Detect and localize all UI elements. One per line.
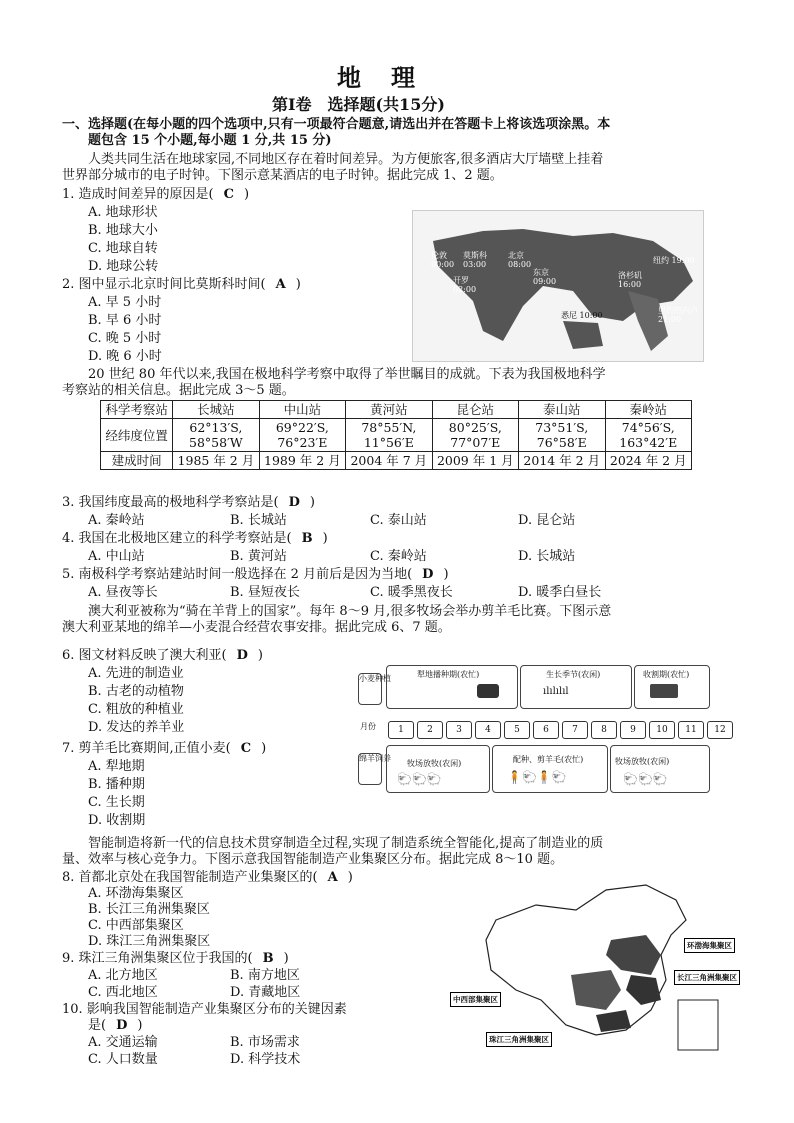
question-8: 8. 首都北京处在我国智能制造产业集聚区的( A ) — [62, 870, 353, 885]
q5-option-a: A. 昼夜等长 — [88, 585, 158, 600]
sheep-grazing-icon: 🐑🐑🐑 — [623, 772, 668, 786]
question-5: 5. 南极科学考察站建站时间一般选择在 2 月前后是因为当地( D ) — [62, 567, 449, 582]
q5-option-b: B. 昼短夜长 — [230, 585, 300, 600]
answer-1: C — [223, 187, 234, 202]
page-title: 地理 — [337, 63, 445, 92]
q9-option-a: A. 北方地区 — [88, 968, 158, 983]
group4-intro-1: 智能制造将新一代的信息技术贯穿制造全过程,实现了制造系统全智能化,提高了制造业的质 — [88, 836, 604, 851]
question-10-stem: 10. 影响我国智能制造产业集聚区分布的关键因素 — [62, 1002, 347, 1017]
group3-intro-2: 澳大利亚某地的绵羊—小麦混合经营农事安排。据此完成 6、7 题。 — [62, 620, 451, 635]
farming-calendar-figure: 小麦种植 犁地播种期(农忙) 生长季节(农闲) ılılılıl 收割期(农忙) 月份 1 2 3 4 5 6 7 8 9 10 11 12 绵羊饲养 牧场放牧(农闲) 🐑🐑🐑 配种、剪羊毛(农忙) 🧍🐑🧍🐑 牧场放牧(农闲) 🐑🐑🐑 — [358, 665, 710, 793]
q10-option-a: A. 交通运输 — [88, 1035, 158, 1050]
q7-option-d: D. 收割期 — [88, 813, 146, 828]
answer-7: C — [240, 741, 252, 756]
group2-intro-1: 20 世纪 80 年代以来,我国在极地科学考察中取得了举世瞩目的成就。下表为我国极地科学 — [88, 367, 606, 382]
question-7: 7. 剪羊毛比赛期间,正值小麦( C ) — [62, 741, 267, 756]
q5-option-d: D. 暖季白昼长 — [518, 585, 602, 600]
q6-option-d: D. 发达的养羊业 — [88, 720, 185, 735]
q9-option-d: D. 青藏地区 — [230, 985, 301, 1000]
q2-option-b: B. 早 6 小时 — [88, 313, 162, 328]
q6-option-c: C. 粗放的种植业 — [88, 702, 184, 717]
station-table: 科学考察站 长城站 中山站 黄河站 昆仑站 泰山站 秦岭站 经纬度位置 62°13′S, 58°58′W 69°22′S, 76°23′E 78°55′N, 11°56′E 80°25′S, 77°07′E 73°51′S, 76°58′E 74°56′S, 163°42′E 建成时间 1985 年 2 月 1989 年 2 月 2004 年 7 月 2009 年 1 月 2014 年 2 月 2024 年 2 月 — [100, 400, 692, 470]
q6-option-b: B. 古老的动植物 — [88, 684, 184, 699]
answer-5: D — [422, 567, 434, 582]
group1-intro-2: 世界部分城市的电子时钟。下图示意某酒店的电子时钟。据此完成 1、2 题。 — [62, 168, 503, 183]
question-2: 2. 图中显示北京时间比莫斯科时间( A ) — [62, 277, 301, 292]
q6-option-a: A. 先进的制造业 — [88, 666, 184, 681]
q9-option-c: C. 西北地区 — [88, 985, 158, 1000]
china-cluster-map: 环渤海集聚区 长江三角洲集聚区 中西部集聚区 珠江三角洲集聚区 — [446, 880, 742, 1060]
q1-option-c: C. 地球自转 — [88, 241, 158, 256]
answer-6: D — [236, 648, 248, 663]
q9-option-b: B. 南方地区 — [230, 968, 300, 983]
q4-option-a: A. 中山站 — [88, 549, 145, 564]
question-10: 是( D ) — [88, 1018, 143, 1033]
group4-intro-2: 量、效率与核心竞争力。下图示意我国智能制造产业集聚区分布。据此完成 8～10 题。 — [62, 852, 564, 867]
q1-option-d: D. 地球公转 — [88, 259, 159, 274]
question-9: 9. 珠江三角洲集聚区位于我国的( B ) — [62, 951, 289, 966]
q8-option-a: A. 环渤海集聚区 — [88, 886, 184, 901]
answer-2: A — [275, 277, 286, 292]
q1-option-b: B. 地球大小 — [88, 223, 158, 238]
q3-option-b: B. 长城站 — [230, 513, 287, 528]
answer-8: A — [327, 870, 338, 885]
q8-option-c: C. 中西部集聚区 — [88, 918, 184, 933]
tractor-icon — [477, 684, 499, 698]
q4-option-b: B. 黄河站 — [230, 549, 287, 564]
q7-option-b: B. 播种期 — [88, 777, 145, 792]
group2-intro-2: 考察站的相关信息。据此完成 3～5 题。 — [62, 383, 295, 398]
shearing-icon: 🧍🐑🧍🐑 — [507, 770, 567, 784]
q10-option-d: D. 科学技术 — [230, 1052, 301, 1067]
sheep-icon: 🐑🐑🐑 — [397, 772, 442, 786]
answer-10: D — [116, 1018, 128, 1033]
question-3: 3. 我国纬度最高的极地科学考察站是( D ) — [62, 495, 315, 510]
q7-option-c: C. 生长期 — [88, 795, 145, 810]
q10-option-c: C. 人口数量 — [88, 1052, 158, 1067]
instructions-line1: 一、选择题(在每小题的四个选项中,只有一项最符合题意,请选出并在答题卡上将该选项涂黑。本 — [62, 117, 611, 132]
q3-option-c: C. 泰山站 — [370, 513, 427, 528]
question-4: 4. 我国在北极地区建立的科学考察站是( B ) — [62, 531, 328, 546]
answer-9: B — [262, 951, 274, 966]
q2-option-d: D. 晚 6 小时 — [88, 349, 162, 364]
q8-option-b: B. 长江三角洲集聚区 — [88, 902, 210, 917]
instructions-line2: 题包含 15 个小题,每小题 1 分,共 15 分) — [88, 133, 332, 148]
q8-option-d: D. 珠江三角洲集聚区 — [88, 934, 211, 949]
q1-option-a: A. 地球形状 — [88, 205, 158, 220]
section-title: 第Ⅰ卷 选择题(共15分) — [272, 95, 445, 114]
world-clock-map: 伦敦 00:00 莫斯科 03:00 开罗 02:00 北京 08:00 东京 09:00 悉尼 10:00 洛杉矶 16:00 纽约 19:00 里约热内卢 21:00 — [412, 210, 704, 362]
q2-option-a: A. 早 5 小时 — [88, 295, 162, 310]
answer-3: D — [288, 495, 300, 510]
wheat-sprout-icon: ılılılıl — [543, 686, 569, 697]
question-1: 1. 造成时间差异的原因是( C ) — [62, 187, 250, 202]
q2-option-c: C. 晚 5 小时 — [88, 331, 162, 346]
answer-4: B — [301, 531, 313, 546]
group1-intro-1: 人类共同生活在地球家园,不同地区存在着时间差异。为方便旅客,很多酒店大厅墙壁上挂着 — [88, 152, 604, 167]
group3-intro-1: 澳大利亚被称为“骑在羊背上的国家”。每年 8～9 月,很多牧场会举办剪羊毛比赛。下图示意 — [88, 604, 612, 619]
harvester-icon — [650, 684, 678, 698]
q3-option-a: A. 秦岭站 — [88, 513, 145, 528]
q4-option-d: D. 长城站 — [518, 549, 576, 564]
q4-option-c: C. 秦岭站 — [370, 549, 427, 564]
q5-option-c: C. 暖季黑夜长 — [370, 585, 453, 600]
question-6: 6. 图文材料反映了澳大利亚( D ) — [62, 648, 263, 663]
q7-option-a: A. 犁地期 — [88, 759, 145, 774]
q10-option-b: B. 市场需求 — [230, 1035, 300, 1050]
q3-option-d: D. 昆仑站 — [518, 513, 576, 528]
month-row: 1 2 3 4 5 6 7 8 9 10 11 12 — [388, 717, 736, 739]
